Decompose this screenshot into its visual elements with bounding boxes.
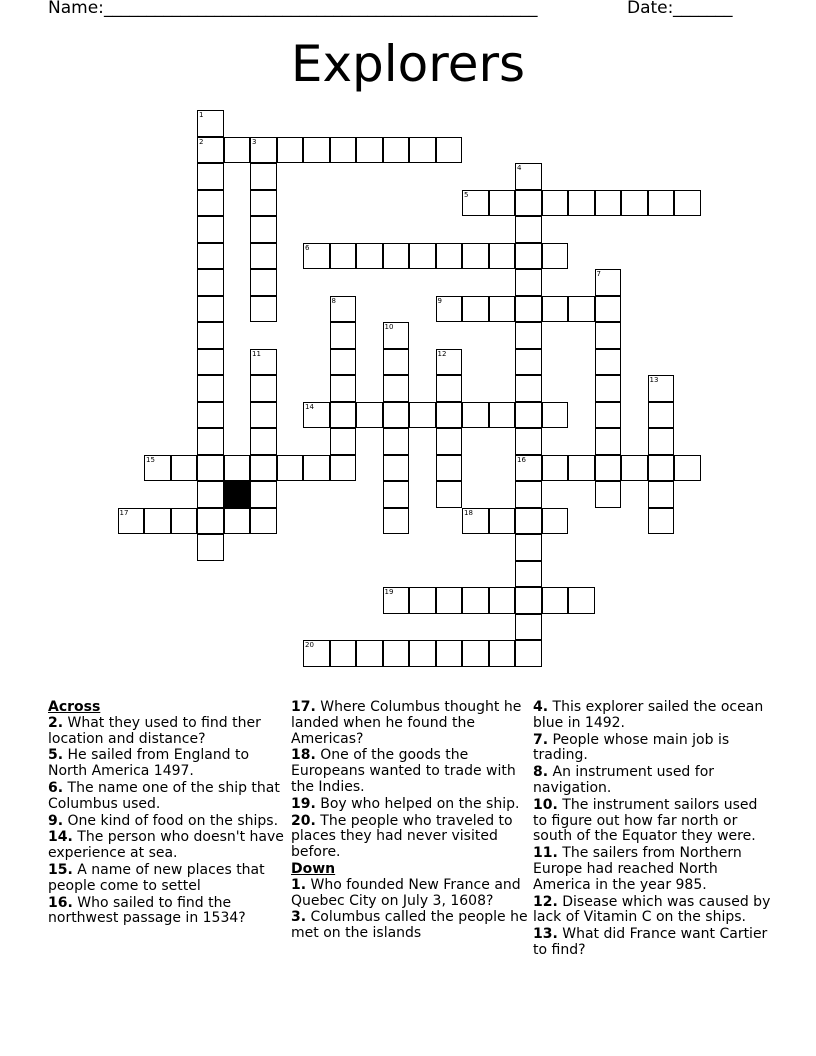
grid-cell[interactable]: [171, 455, 198, 482]
clue: 2. What they used to find ther location and distance?: [48, 714, 261, 747]
grid-cell[interactable]: [648, 402, 675, 429]
grid-cell[interactable]: [330, 243, 357, 270]
cell-number: 2: [199, 137, 204, 146]
grid-cell[interactable]: [409, 640, 436, 667]
grid-cell[interactable]: [489, 587, 516, 614]
clue: 10. The instrument sailors used to figure out how far north or south of the Equator they were.: [533, 796, 758, 845]
grid-cell[interactable]: [674, 190, 701, 217]
grid-cell[interactable]: [568, 455, 595, 482]
grid-cell[interactable]: [197, 322, 224, 349]
grid-cell[interactable]: [197, 455, 224, 482]
grid-cell[interactable]: [515, 349, 542, 376]
grid-cell[interactable]: [197, 349, 224, 376]
grid-cell[interactable]: [515, 269, 542, 296]
grid-cell[interactable]: [224, 508, 251, 535]
grid-cell[interactable]: [515, 375, 542, 402]
grid-cell[interactable]: [330, 455, 357, 482]
grid-cell[interactable]: [409, 137, 436, 164]
cell-number: 19: [384, 588, 394, 596]
cell-number: 15: [146, 455, 155, 464]
grid-cell[interactable]: [515, 216, 542, 243]
grid-cell[interactable]: [542, 508, 569, 535]
grid-cell[interactable]: [462, 640, 489, 667]
cell-number: 20: [305, 641, 314, 649]
grid-cell[interactable]: [595, 428, 622, 455]
grid-cell[interactable]: [197, 137, 224, 164]
grid-cell[interactable]: [462, 587, 489, 614]
grid-cell[interactable]: [436, 481, 463, 508]
grid-cell[interactable]: [436, 349, 463, 376]
clue: 6. The name one of the ship that Columbus used.: [48, 779, 280, 812]
grid-cell[interactable]: [542, 455, 569, 482]
grid-cell[interactable]: [330, 322, 357, 349]
grid-cell[interactable]: [330, 349, 357, 376]
grid-cell[interactable]: [330, 428, 357, 455]
grid-cell[interactable]: [462, 508, 489, 535]
grid-cell[interactable]: [383, 349, 410, 376]
grid-cell[interactable]: [542, 587, 569, 614]
grid-cell[interactable]: [197, 375, 224, 402]
grid-cell[interactable]: [250, 243, 277, 270]
grid-cell[interactable]: [595, 296, 622, 323]
grid-cell[interactable]: [648, 428, 675, 455]
grid-cell[interactable]: [197, 402, 224, 429]
grid-cell[interactable]: [674, 455, 701, 482]
grid-cell[interactable]: [462, 402, 489, 429]
clue: 18. One of the goods the Europeans wanted to trade with the Indies.: [291, 747, 516, 795]
clue: 16. Who sailed to find the northwest passage in 1534?: [48, 894, 246, 927]
grid-cell[interactable]: [197, 508, 224, 535]
grid-cell[interactable]: [595, 375, 622, 402]
clues-column-3: [533, 700, 773, 960]
grid-cell[interactable]: [250, 190, 277, 217]
grid-cell[interactable]: [250, 402, 277, 429]
cell-number: 9: [437, 296, 442, 305]
grid-cell[interactable]: [250, 216, 277, 243]
grid-cell[interactable]: [356, 402, 383, 429]
grid-cell[interactable]: [462, 243, 489, 270]
grid-cell[interactable]: [383, 587, 410, 614]
cell-number: 17: [119, 508, 129, 517]
grid-cell[interactable]: [489, 243, 516, 270]
grid-cell[interactable]: [303, 402, 330, 429]
grid-cell[interactable]: [515, 587, 542, 614]
grid-cell[interactable]: [436, 455, 463, 482]
grid-cell[interactable]: [303, 640, 330, 667]
cell-number: 16: [517, 455, 526, 464]
grid-cell[interactable]: [250, 375, 277, 402]
grid-cell[interactable]: [515, 428, 542, 455]
clue: 12. Disease which was caused by lack of Vitamin C on the ships.: [533, 893, 771, 926]
grid-cell[interactable]: [383, 455, 410, 482]
grid-cell[interactable]: [197, 428, 224, 455]
grid-cell[interactable]: [330, 296, 357, 323]
cell-number: 3: [252, 137, 257, 146]
grid-cell[interactable]: [648, 190, 675, 217]
grid-cell[interactable]: [595, 349, 622, 376]
cell-number: 10: [384, 323, 394, 331]
grid-cell[interactable]: [171, 508, 198, 535]
grid-cell[interactable]: [542, 296, 569, 323]
grid-cell[interactable]: [277, 455, 304, 482]
grid-cell[interactable]: [250, 296, 277, 323]
grid-cell[interactable]: [515, 481, 542, 508]
grid-cell[interactable]: [648, 508, 675, 535]
cell-number: 6: [305, 243, 310, 252]
grid-cell[interactable]: [197, 534, 224, 561]
cell-number: 13: [649, 376, 659, 384]
grid-cell[interactable]: [383, 322, 410, 349]
clue: 11. The sailers from Northern Europe had reached North America in the year 985.: [533, 845, 742, 893]
grid-cell[interactable]: [595, 269, 622, 296]
clues-column-2: [291, 700, 531, 943]
grid-cell[interactable]: [648, 375, 675, 402]
grid-cell[interactable]: [250, 163, 277, 190]
cell-number: 12: [437, 349, 447, 358]
grid-cell[interactable]: [197, 243, 224, 270]
grid-cell[interactable]: [330, 640, 357, 667]
grid-cell[interactable]: [515, 640, 542, 667]
grid-cell[interactable]: [515, 243, 542, 270]
black-square: [224, 481, 251, 508]
grid-cell[interactable]: [648, 455, 675, 482]
grid-cell[interactable]: [409, 402, 436, 429]
grid-cell[interactable]: [515, 455, 542, 482]
clue: 9. One kind of food on the ships.: [48, 812, 279, 829]
grid-cell[interactable]: [515, 614, 542, 641]
grid-cell[interactable]: [383, 402, 410, 429]
clue: 14. The person who doesn't have experience at sea.: [48, 829, 284, 862]
grid-cell[interactable]: [436, 243, 463, 270]
clue: 8. An instrument used for navigation.: [533, 764, 715, 796]
grid-cell[interactable]: [250, 481, 277, 508]
grid-cell[interactable]: [250, 137, 277, 164]
grid-cell[interactable]: [515, 508, 542, 535]
clues-column-1: [48, 700, 288, 928]
grid-cell[interactable]: [356, 243, 383, 270]
grid-cell[interactable]: [330, 402, 357, 429]
grid-cell[interactable]: [489, 190, 516, 217]
grid-cell[interactable]: [250, 455, 277, 482]
clue: 5. He sailed from England to North America 1497.: [48, 747, 250, 780]
grid-cell[interactable]: [409, 243, 436, 270]
clue: 13. What did France want Cartier to find?: [533, 926, 768, 958]
name-line[interactable]: ___________________________________________________: [104, 0, 538, 18]
grid-cell[interactable]: [330, 375, 357, 402]
cell-number: 14: [305, 402, 314, 411]
clue: 15. A name of new places that people come to settel: [48, 861, 265, 894]
grid-cell[interactable]: [144, 455, 171, 482]
name-label: Name:: [48, 0, 104, 18]
grid-cell[interactable]: [383, 137, 410, 164]
grid-cell[interactable]: [621, 190, 648, 217]
grid-cell[interactable]: [595, 322, 622, 349]
cell-number: 18: [464, 508, 473, 517]
clue: 7. People whose main job is trading.: [533, 731, 730, 764]
grid-cell[interactable]: [383, 375, 410, 402]
grid-cell[interactable]: [489, 508, 516, 535]
grid-cell[interactable]: [436, 375, 463, 402]
grid-cell[interactable]: [250, 349, 277, 376]
clue: 3. Columbus called the people he met on the islands: [291, 909, 528, 942]
grid-cell[interactable]: [568, 296, 595, 323]
cell-number: 11: [252, 349, 261, 358]
grid-cell[interactable]: [224, 137, 251, 164]
grid-cell[interactable]: [197, 110, 224, 137]
clue: 20. The people who traveled to places they had never visited before.: [291, 812, 513, 861]
cell-number: 1: [199, 111, 204, 119]
grid-cell[interactable]: [383, 481, 410, 508]
grid-cell[interactable]: [303, 243, 330, 270]
cell-number: 7: [596, 270, 601, 278]
grid-cell[interactable]: [568, 587, 595, 614]
grid-cell[interactable]: [383, 428, 410, 455]
down-heading: Down: [291, 860, 336, 877]
grid-cell[interactable]: [197, 296, 224, 323]
grid-cell[interactable]: [250, 428, 277, 455]
date-label: Date:: [627, 0, 674, 18]
grid-cell[interactable]: [542, 243, 569, 270]
grid-cell[interactable]: [515, 163, 542, 190]
grid-cell[interactable]: [224, 455, 251, 482]
grid-cell[interactable]: [356, 640, 383, 667]
grid-cell[interactable]: [595, 190, 622, 217]
grid-cell[interactable]: [462, 190, 489, 217]
grid-cell[interactable]: [515, 296, 542, 323]
grid-cell[interactable]: [595, 455, 622, 482]
grid-cell[interactable]: [250, 269, 277, 296]
grid-cell[interactable]: [303, 455, 330, 482]
grid-cell[interactable]: [383, 243, 410, 270]
grid-cell[interactable]: [436, 402, 463, 429]
grid-cell[interactable]: [542, 402, 569, 429]
grid-cell[interactable]: [277, 137, 304, 164]
grid-cell[interactable]: [515, 322, 542, 349]
cell-number: 4: [517, 164, 522, 172]
grid-cell[interactable]: [383, 508, 410, 535]
grid-cell[interactable]: [436, 587, 463, 614]
grid-cell[interactable]: [118, 508, 145, 535]
grid-cell[interactable]: [250, 508, 277, 535]
grid-cell[interactable]: [197, 163, 224, 190]
clue: 19. Boy who helped on the ship.: [291, 795, 520, 812]
grid-cell[interactable]: [648, 481, 675, 508]
grid-cell[interactable]: [144, 508, 171, 535]
date-line[interactable]: _______: [673, 0, 733, 18]
grid-cell[interactable]: [356, 137, 383, 164]
grid-cell[interactable]: [330, 137, 357, 164]
cell-number: 8: [331, 296, 336, 305]
grid-cell[interactable]: [489, 296, 516, 323]
grid-cell[interactable]: [515, 190, 542, 217]
grid-cell[interactable]: [197, 216, 224, 243]
grid-cell[interactable]: [489, 402, 516, 429]
grid-cell[interactable]: [489, 640, 516, 667]
grid-cell[interactable]: [515, 534, 542, 561]
across-heading: Across: [48, 699, 101, 715]
clue: 17. Where Columbus thought he landed when he found the Americas?: [291, 699, 522, 747]
grid-cell[interactable]: [568, 190, 595, 217]
grid-cell[interactable]: [595, 402, 622, 429]
grid-cell[interactable]: [595, 481, 622, 508]
grid-cell[interactable]: [515, 402, 542, 429]
grid-cell[interactable]: [383, 640, 410, 667]
grid-cell[interactable]: [515, 561, 542, 588]
grid-cell[interactable]: [436, 296, 463, 323]
grid-cell[interactable]: [197, 269, 224, 296]
grid-cell[interactable]: [303, 137, 330, 164]
grid-cell[interactable]: [197, 481, 224, 508]
grid-cell[interactable]: [436, 640, 463, 667]
page-title: Explorers: [290, 35, 526, 93]
grid-cell[interactable]: [436, 137, 463, 164]
grid-cell[interactable]: [621, 455, 648, 482]
grid-cell[interactable]: [409, 587, 436, 614]
clue: 1. Who founded New France and Quebec City on July 3, 1608?: [291, 876, 521, 909]
clue: 4. This explorer sailed the ocean blue in 1492.: [533, 699, 764, 731]
cell-number: 5: [464, 190, 469, 199]
grid-cell[interactable]: [542, 190, 569, 217]
grid-cell[interactable]: [197, 190, 224, 217]
grid-cell[interactable]: [436, 428, 463, 455]
grid-cell[interactable]: [462, 296, 489, 323]
